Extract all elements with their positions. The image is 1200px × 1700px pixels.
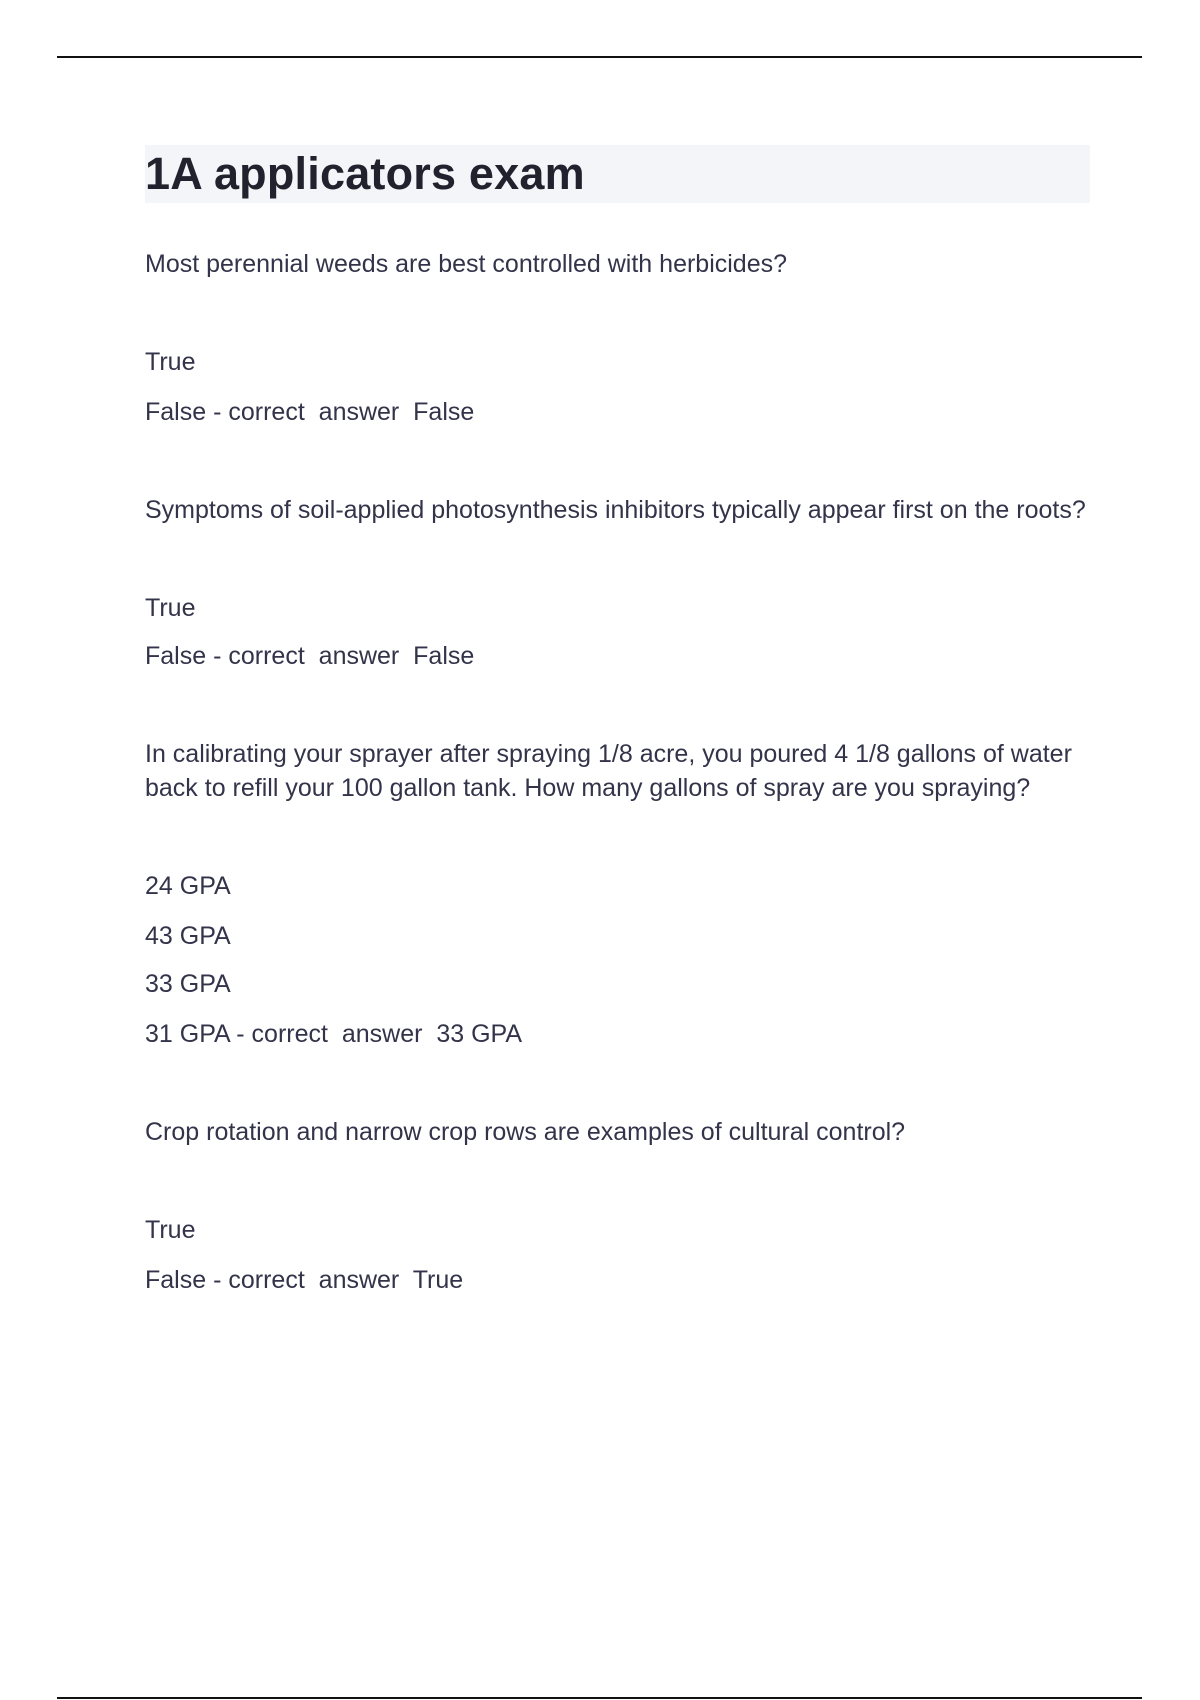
correct-answer-label: - correct answer: [213, 1266, 407, 1294]
answer-option: 43 GPA: [145, 922, 231, 950]
question-text: Crop rotation and narrow crop rows are examples of cultural control?: [145, 1118, 906, 1146]
question-block: [145, 247, 1090, 429]
answer-option: 33 GPA: [145, 970, 231, 998]
answer-options: [145, 1213, 1090, 1297]
answer-option-with-key: [145, 395, 1090, 429]
correct-answer-value: True: [412, 1266, 464, 1294]
correct-answer-label: - correct answer: [236, 1020, 430, 1048]
answer-options: [145, 591, 1090, 673]
correct-answer-value: 33 GPA: [436, 1020, 523, 1048]
answer-option-label: False: [145, 642, 207, 670]
answer-option-with-key: [145, 639, 1090, 673]
question-text: In calibrating your sprayer after spraying 1/8 acre, you poured 4 1/8 gallons of water back to refill your 100 gallon tank. How many gallons of spray are you spraying?: [145, 740, 1072, 802]
answer-option-label: 31 GPA: [145, 1020, 230, 1048]
correct-answer-value: False: [413, 398, 475, 426]
answer-option: True: [145, 1216, 196, 1244]
correct-answer-label: - correct answer: [213, 398, 407, 426]
answer-option: True: [145, 348, 196, 376]
header-rule: [57, 56, 1142, 58]
answer-option: 24 GPA: [145, 872, 231, 900]
question-block: [145, 493, 1090, 673]
document-body: [145, 145, 1090, 1297]
question-text: Most perennial weeds are best controlled with herbicides?: [145, 250, 788, 278]
answer-option: True: [145, 594, 196, 622]
question-block: [145, 737, 1090, 1051]
answer-option-label: False: [145, 1266, 207, 1294]
answer-options: [145, 869, 1090, 1051]
correct-answer-label: - correct answer: [213, 642, 407, 670]
answer-option-with-key: [145, 1263, 1090, 1297]
answer-option-label: False: [145, 398, 207, 426]
question-block: [145, 1115, 1090, 1297]
answer-options: [145, 345, 1090, 429]
answer-option-with-key: [145, 1017, 1090, 1051]
question-text: Symptoms of soil-applied photosynthesis inhibitors typically appear first on the roots?: [145, 496, 1086, 524]
document-title: 1A applicators exam: [145, 145, 1090, 203]
footer-rule: [57, 1697, 1142, 1699]
correct-answer-value: False: [413, 642, 475, 670]
